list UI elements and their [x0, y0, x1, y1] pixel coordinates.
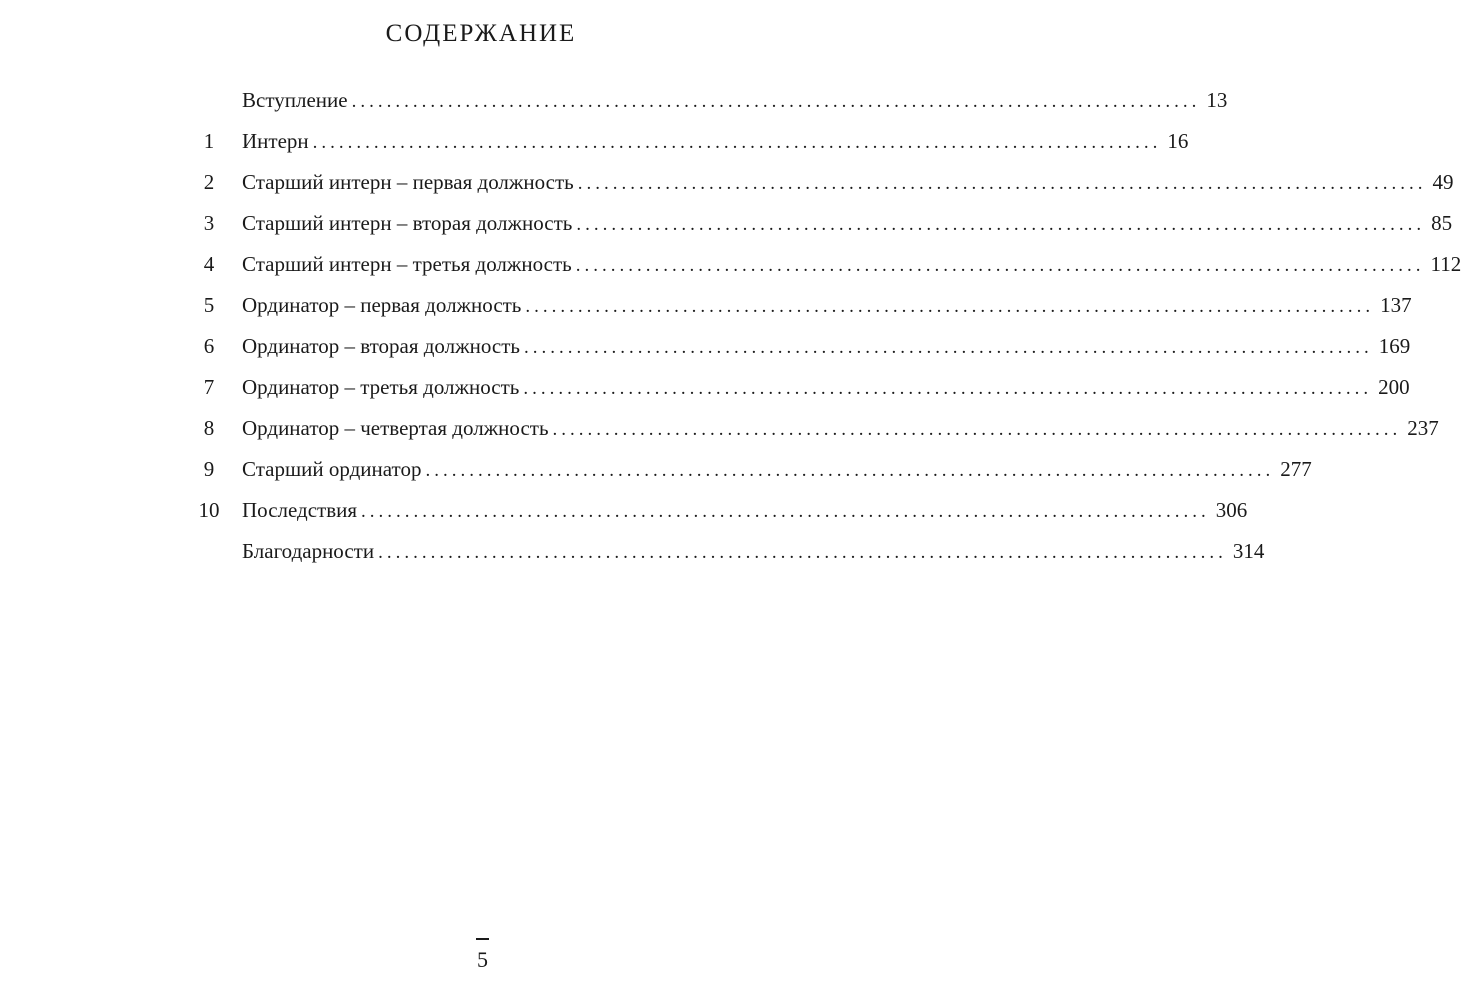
chapter-number: 9 — [203, 457, 215, 481]
page-number: 49 — [1432, 170, 1454, 194]
chapter-number: 1 — [203, 129, 215, 153]
chapter-title: Последствия — [242, 498, 358, 522]
toc-entry[interactable] — [0, 490, 1248, 530]
toc-entry[interactable] — [0, 80, 1228, 120]
chapter-number: 3 — [203, 211, 215, 235]
chapter-title: Ординатор – первая должность — [242, 293, 522, 317]
dot-leader: ................................................................................................. — [312, 132, 1162, 153]
chapter-title: Старший интерн – вторая должность — [242, 211, 573, 235]
chapter-title: Ординатор – четвертая должность — [242, 416, 549, 440]
chapter-number: 7 — [203, 375, 215, 399]
page-number: 85 — [1431, 211, 1453, 235]
toc-entry[interactable] — [0, 408, 1439, 448]
page-number: 200 — [1378, 375, 1410, 399]
toc-entry[interactable] — [0, 449, 1312, 489]
chapter-title: Ординатор – третья должность — [242, 375, 520, 399]
toc-entry[interactable] — [0, 367, 1410, 407]
folio-rule — [476, 938, 489, 940]
chapter-title: Старший интерн – третья должность — [242, 252, 572, 276]
chapter-number: 8 — [203, 416, 215, 440]
chapter-number: 10 — [198, 498, 220, 522]
toc-entry[interactable] — [0, 531, 1265, 571]
dot-leader: ................................................................................................. — [351, 91, 1201, 112]
page-number: 306 — [1215, 498, 1248, 522]
chapter-title: Ординатор – вторая должность — [242, 334, 520, 358]
dot-leader: ................................................................................................. — [576, 214, 1426, 235]
chapter-number: 5 — [203, 293, 215, 317]
chapter-title: Старший интерн – первая должность — [242, 170, 574, 194]
dot-leader: ................................................................................................. — [525, 296, 1375, 317]
dot-leader: ................................................................................................. — [378, 542, 1227, 563]
toc-entry[interactable] — [0, 121, 1189, 161]
page-number: 112 — [1430, 252, 1461, 276]
page-number: 277 — [1280, 457, 1312, 481]
chapter-title: Благодарности — [242, 539, 375, 563]
dot-leader: ................................................................................................. — [575, 255, 1425, 276]
dot-leader: ................................................................................................. — [523, 337, 1373, 358]
dot-leader: ................................................................................................. — [552, 419, 1402, 440]
page-number: 13 — [1206, 88, 1228, 112]
page-number: 314 — [1232, 539, 1265, 563]
dot-leader: ................................................................................................. — [523, 378, 1373, 399]
page-number: 169 — [1378, 334, 1411, 358]
page-number: 16 — [1167, 129, 1189, 153]
dot-leader: ................................................................................................. — [425, 460, 1275, 481]
chapter-title: Интерн — [242, 129, 309, 153]
chapter-number: 6 — [203, 334, 215, 358]
toc-entry[interactable] — [0, 244, 1461, 284]
toc-entry[interactable] — [0, 326, 1411, 366]
toc-entry[interactable] — [0, 162, 1454, 202]
page-number: 237 — [1407, 416, 1439, 440]
toc-entry[interactable] — [0, 203, 1453, 243]
dot-leader: ................................................................................................. — [361, 501, 1210, 522]
chapter-title: Вступление — [242, 88, 348, 112]
page-number: 137 — [1380, 293, 1412, 317]
chapter-number: 2 — [203, 170, 215, 194]
page-title: СОДЕРЖАНИЕ — [385, 20, 577, 47]
table-of-contents — [0, 80, 1461, 570]
chapter-number: 4 — [203, 252, 215, 276]
toc-entry[interactable] — [0, 285, 1412, 325]
dot-leader: ................................................................................................. — [577, 173, 1427, 194]
chapter-title: Старший ординатор — [242, 457, 422, 481]
page-folio: 5 — [477, 947, 488, 972]
